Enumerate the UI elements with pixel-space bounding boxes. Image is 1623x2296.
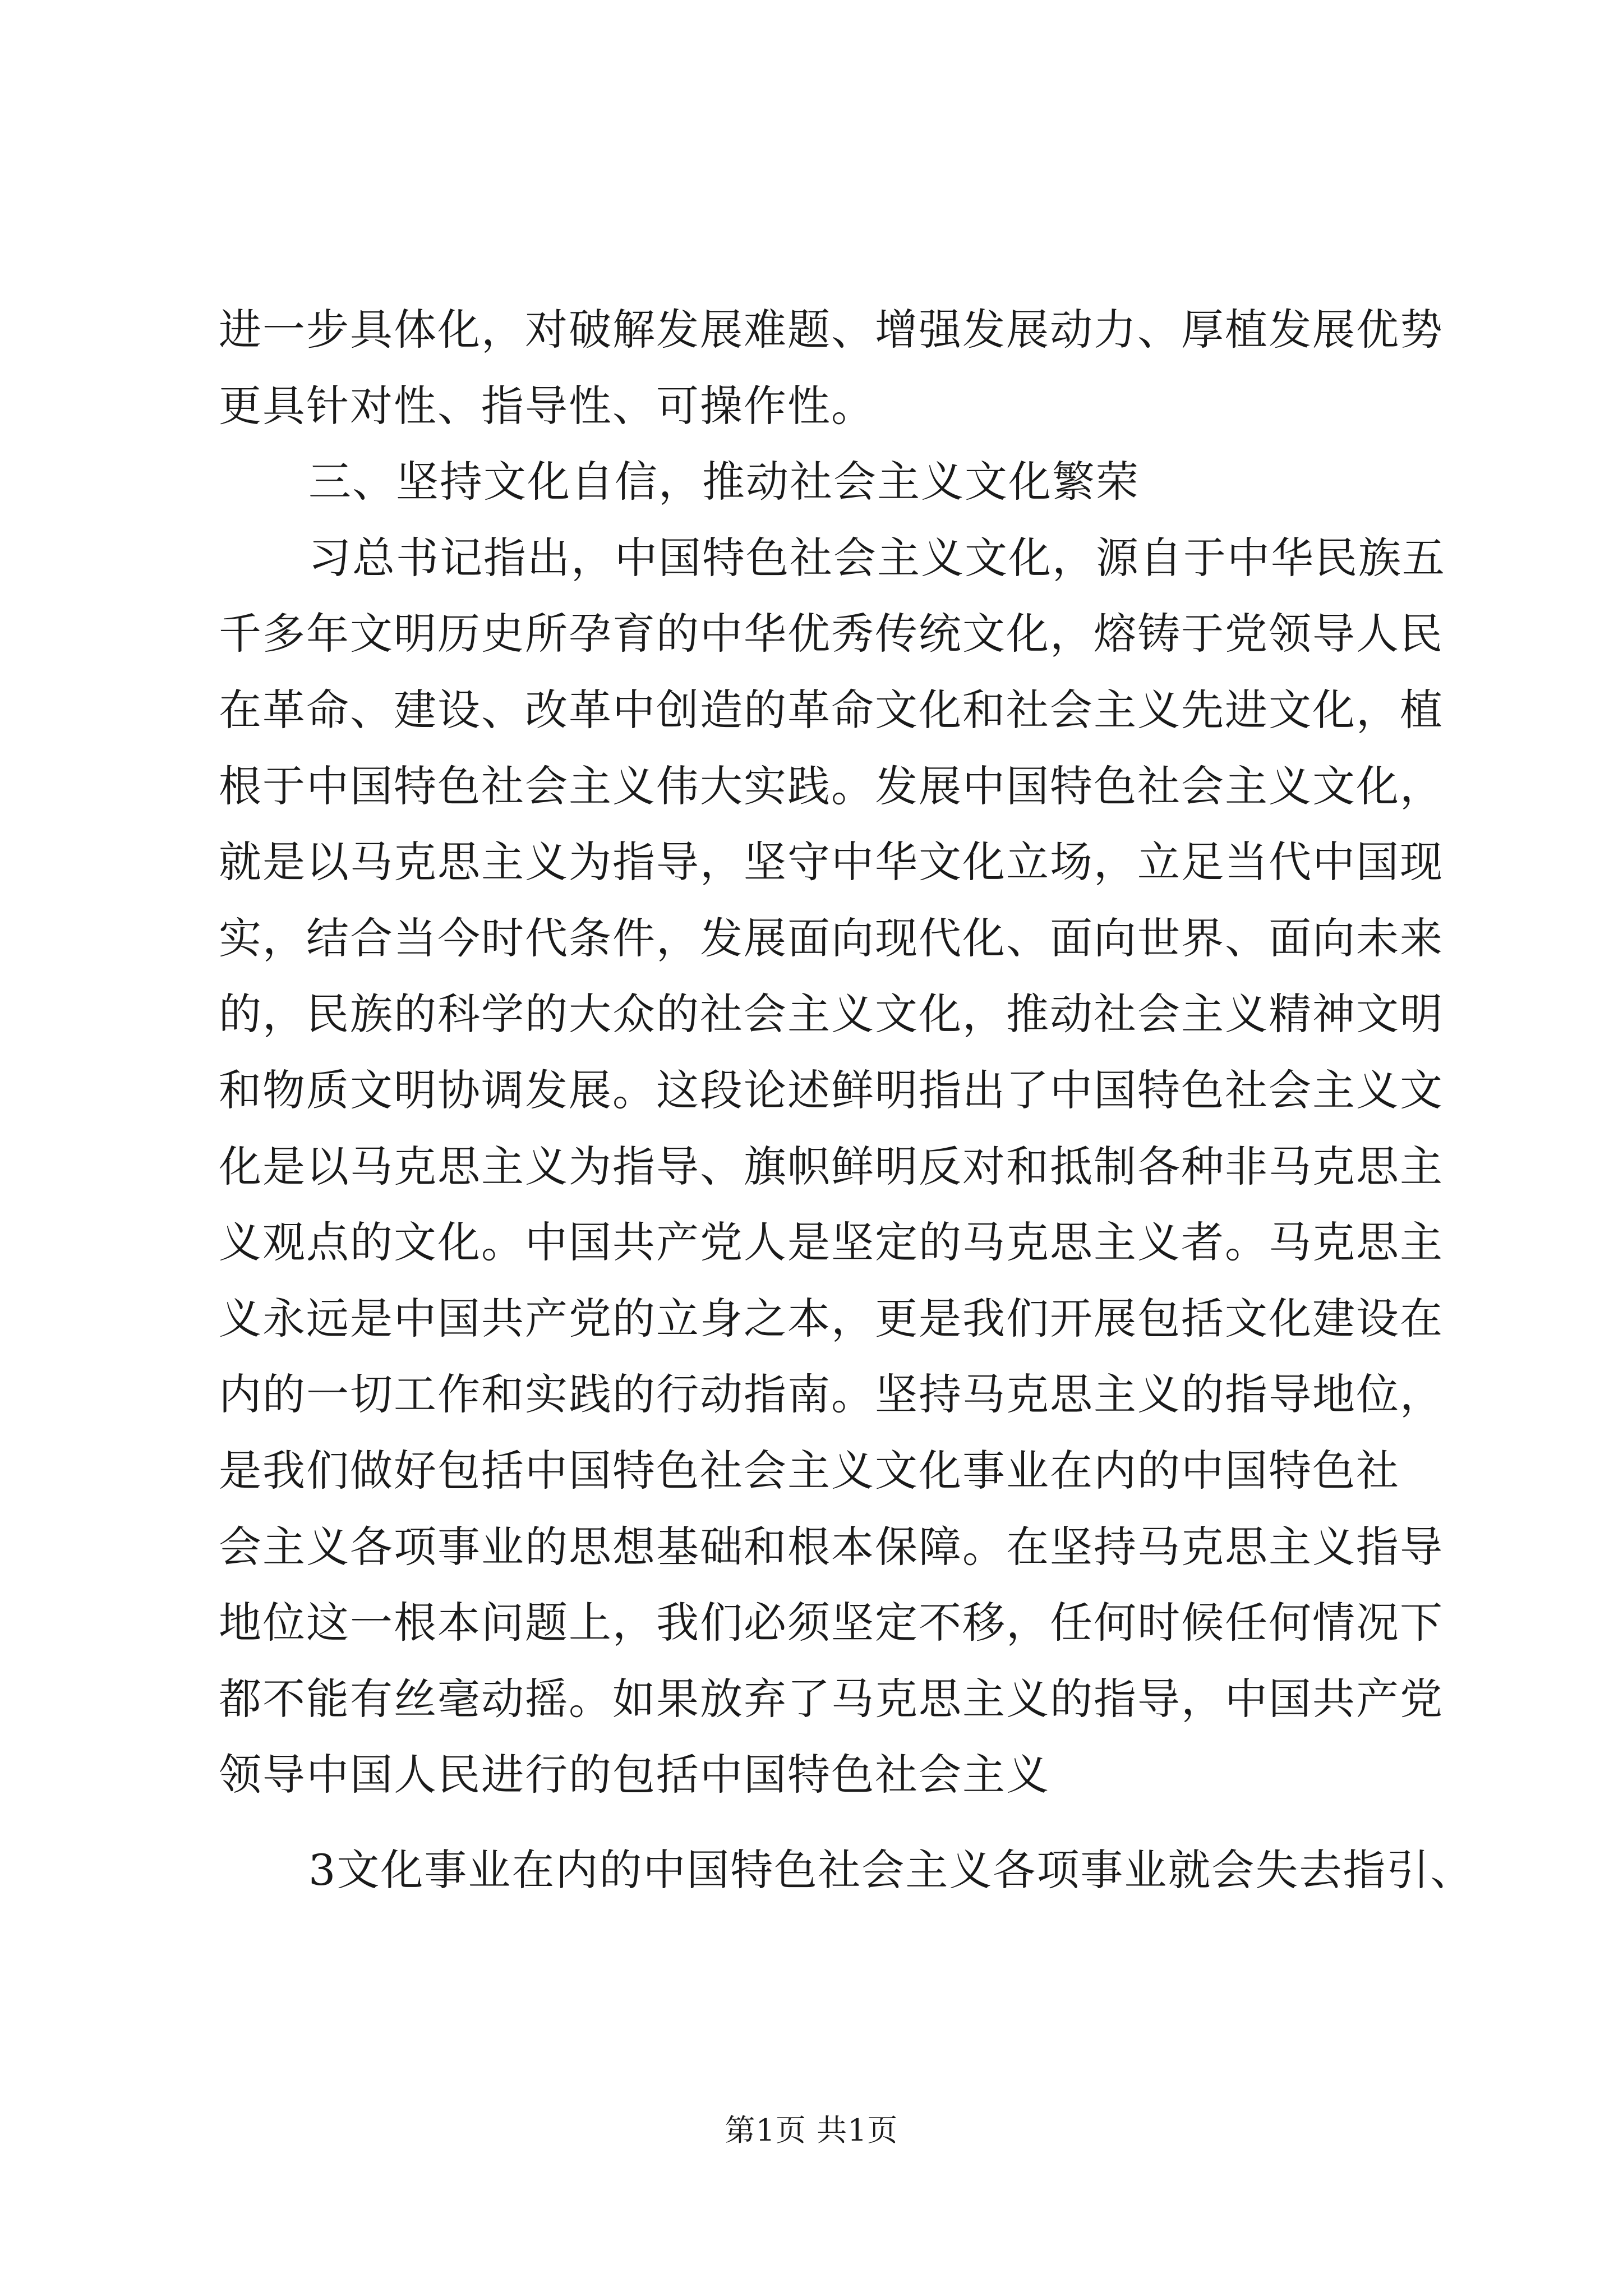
body-line: 就是以马克思主义为指导，坚守中华文化立场，立足当代中国现 xyxy=(219,837,1444,887)
body-line: 更具针对性、指导性、可操作性。 xyxy=(219,380,875,431)
body-line: 的，民族的科学的大众的社会主义文化，推动社会主义精神文明 xyxy=(219,989,1444,1039)
body-line: 化是以马克思主义为指导、旗帜鲜明反对和抵制各种非马克思主 xyxy=(219,1141,1444,1191)
page-footer: 第1页 共1页 xyxy=(725,2113,898,2148)
body-line: 领导中国人民进行的包括中国特色社会主义 xyxy=(219,1750,1050,1800)
body-line: 会主义各项事业的思想基础和根本保障。在坚持马克思主义指导 xyxy=(219,1521,1444,1572)
section-heading: 三、坚持文化自信，推动社会主义文化繁荣 xyxy=(308,457,1140,507)
body-line: 义永远是中国共产党的立身之本，更是我们开展包括文化建设在 xyxy=(219,1293,1444,1343)
body-line: 内的一切工作和实践的行动指南。坚持马克思主义的指导地位， xyxy=(219,1369,1444,1420)
body-line: 是我们做好包括中国特色社会主义文化事业在内的中国特色社 xyxy=(219,1445,1400,1496)
document-body xyxy=(219,292,1474,1908)
body-line: 在革命、建设、改革中创造的革命文化和社会主义先进文化，植 xyxy=(219,684,1444,735)
body-line: 进一步具体化，对破解发展难题、增强发展动力、厚植发展优势 xyxy=(219,305,1444,355)
body-line: 实，结合当今时代条件，发展面向现代化、面向世界、面向未来 xyxy=(219,913,1444,963)
body-line: 都不能有丝毫动摇。如果放弃了马克思主义的指导，中国共产党 xyxy=(219,1673,1444,1724)
body-line: 地位这一根本问题上，我们必须坚定不移，任何时候任何情况下 xyxy=(219,1598,1444,1648)
body-line: 根于中国特色社会主义伟大实践。发展中国特色社会主义文化， xyxy=(219,761,1444,811)
body-line: 3文化事业在内的中国特色社会主义各项事业就会失去指引、 xyxy=(308,1844,1474,1895)
body-line: 千多年文明历史所孕育的中华优秀传统文化，熔铸于党领导人民 xyxy=(219,609,1444,659)
body-line: 和物质文明协调发展。这段论述鲜明指出了中国特色社会主义文 xyxy=(219,1065,1444,1115)
body-line: 义观点的文化。中国共产党人是坚定的马克思主义者。马克思主 xyxy=(219,1217,1444,1268)
body-line: 习总书记指出，中国特色社会主义文化，源自于中华民族五 xyxy=(308,532,1446,583)
